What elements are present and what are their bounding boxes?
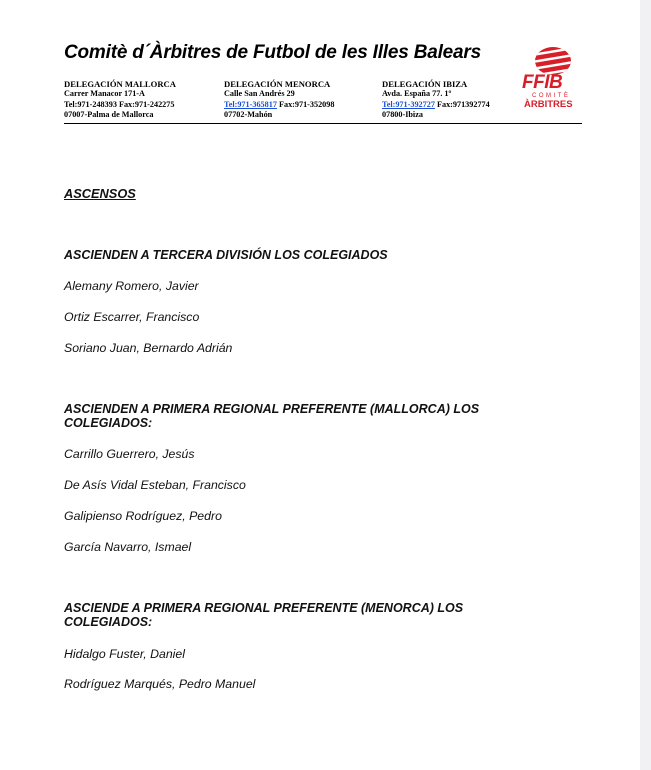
referee-name: Carrillo Guerrero, Jesús [64, 447, 195, 461]
delegation-menorca [224, 79, 334, 121]
fax-text: Fax:971-352098 [276, 99, 335, 109]
referee-name: Ortiz Escarrer, Francisco [64, 310, 200, 324]
delegation-address: Avda. España 77. 1º [382, 89, 452, 99]
delegation-city: 07007-Palma de Mallorca [64, 110, 154, 120]
fax-text: Fax:971392774 [434, 99, 490, 109]
logo-subtitle-2: ÀRBITRES [524, 99, 573, 110]
referee-name: Soriano Juan, Bernardo Adrián [64, 341, 233, 355]
delegation-name: DELEGACIÓN IBIZA [382, 79, 468, 89]
delegations-block [64, 79, 584, 121]
delegation-name: DELEGACIÓN MALLORCA [64, 79, 176, 89]
referee-name: Rodríguez Marqués, Pedro Manuel [64, 677, 256, 691]
committee-title: Comitè d´Àrbitres de Futbol de les Illes Balears [64, 42, 481, 63]
delegation-contact [382, 100, 490, 110]
section-heading: ASCIENDEN A TERCERA DIVISIÓN LOS COLEGIADOS [64, 248, 388, 262]
referee-name: Galipienso Rodríguez, Pedro [64, 509, 222, 523]
header-divider [64, 123, 582, 124]
referee-name: Hidalgo Fuster, Daniel [64, 647, 185, 661]
referee-name: García Navarro, Ismael [64, 540, 192, 554]
delegation-city: 07702-Mahón [224, 110, 273, 120]
delegation-city: 07800-Ibiza [382, 110, 423, 120]
delegation-address: Carrer Manacor 171-A [64, 89, 145, 99]
delegation-mallorca [64, 79, 176, 121]
delegation-address: Calle San Andrés 29 [224, 89, 295, 99]
phone-link[interactable]: Tel:971-365817 [224, 99, 277, 109]
logo-brand: FFIB [522, 72, 563, 93]
referee-name: Alemany Romero, Javier [64, 279, 199, 293]
referee-name: De Asís Vidal Esteban, Francisco [64, 478, 246, 492]
logo-subtitle-1: COMITÈ [532, 93, 571, 99]
delegation-ibiza [382, 79, 490, 121]
delegation-contact: Tel:971-248393 Fax:971-242275 [64, 99, 175, 109]
delegation-name: DELEGACIÓN MENORCA [224, 79, 331, 89]
section-heading: ASCIENDE A PRIMERA REGIONAL PREFERENTE (MENORCA) LOS COLEGIADOS: [64, 601, 464, 629]
section-heading: ASCIENDEN A PRIMERA REGIONAL PREFERENTE (MALLORCA) LOS COLEGIADOS: [64, 402, 480, 430]
main-heading: ASCENSOS [64, 186, 136, 201]
delegation-contact [224, 100, 334, 110]
phone-link[interactable]: Tel:971-392727 [382, 99, 435, 109]
